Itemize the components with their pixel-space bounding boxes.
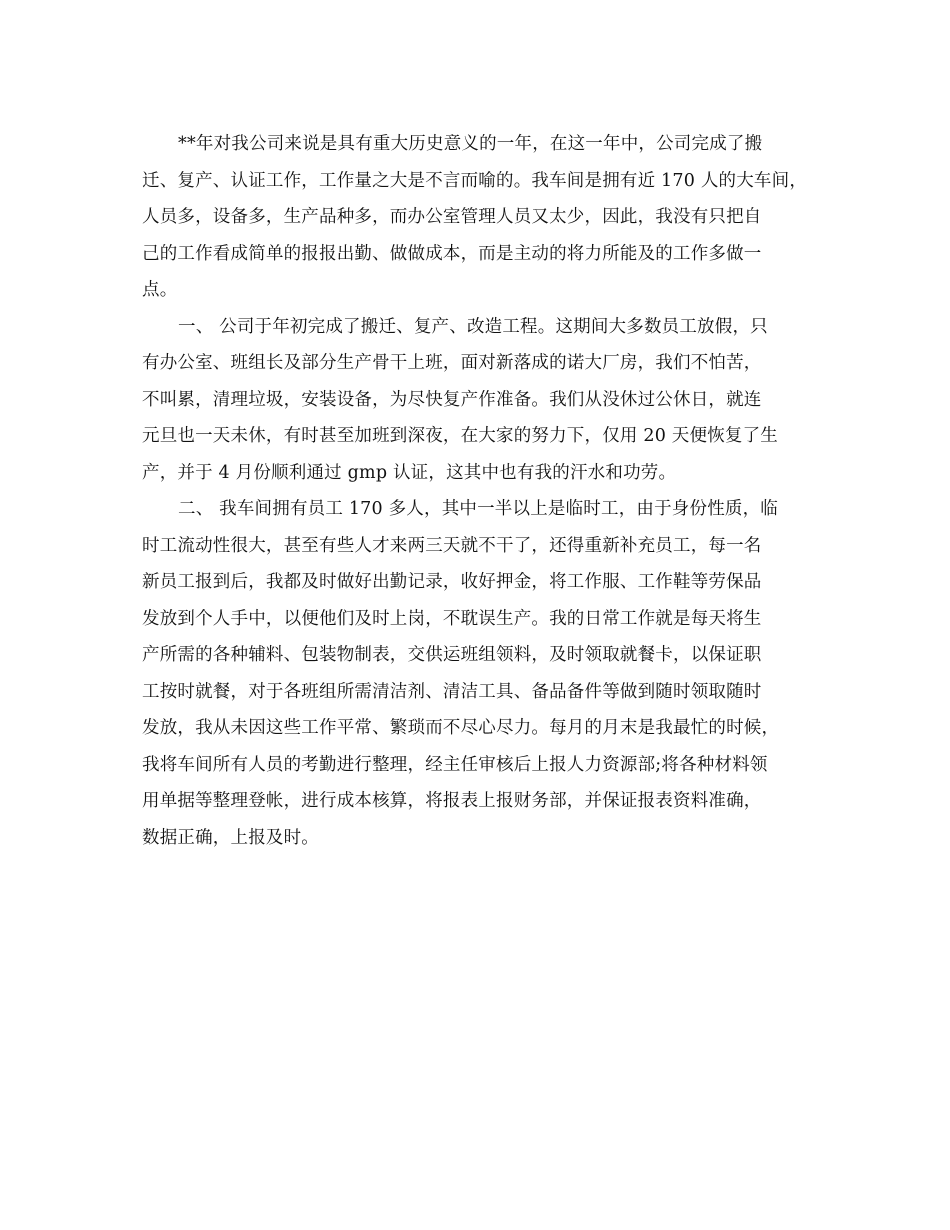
text-line: 迁、复产、认证工作，工作量之大是不言而喻的。我车间是拥有近 170 人的大车间， <box>142 170 808 191</box>
document-body <box>142 126 822 856</box>
text-line: 人员多，设备多，生产品种多，而办公室管理人员又太少，因此，我没有只把自 <box>142 207 762 227</box>
text-line: 产所需的各种辅料、包装物制表，交供运班组领料，及时领取就餐卡，以保证职 <box>142 645 762 665</box>
text-line: 发放到个人手中，以便他们及时上岗，不耽误生产。我的日常工作就是每天将生 <box>142 608 762 629</box>
text-line: 数据正确，上报及时。 <box>142 827 319 848</box>
text-line: 用单据等整理登帐，进行成本核算，将报表上报财务部，并保证报表资料准确， <box>142 791 762 811</box>
text-line: 不叫累，清理垃圾，安装设备，为尽快复产作准备。我们从没休过公休日，就连 <box>142 389 762 410</box>
text-line: 有办公室、班组长及部分生产骨干上班，面对新落成的诺大厂房，我们不怕苦， <box>142 353 762 373</box>
paragraph-1 <box>142 126 822 309</box>
text-line: 元旦也一天未休，有时甚至加班到深夜，在大家的努力下，仅用 20 天便恢复了生 <box>142 426 778 446</box>
text-line: 新员工报到后，我都及时做好出勤记录，收好押金，将工作服、工作鞋等劳保品 <box>142 572 762 592</box>
text-line: 一、 公司于年初完成了搬迁、复产、改造工程。这期间大多数员工放假，只 <box>178 316 768 337</box>
text-line: **年对我公司来说是具有重大历史意义的一年，在这一年中，公司完成了搬 <box>178 134 763 154</box>
text-line: 工按时就餐，对于各班组所需清洁剂、清洁工具、备品备件等做到随时领取随时 <box>142 681 762 702</box>
text-line: 产，并于 4 月份顺利通过 gmp 认证，这其中也有我的汗水和功劳。 <box>142 462 677 483</box>
paragraph-3 <box>142 491 822 856</box>
text-line: 我将车间所有人员的考勤进行整理，经主任审核后上报人力资源部;将各种材料领 <box>142 754 768 775</box>
text-line: 二、 我车间拥有员工 170 多人，其中一半以上是临时工，由于身份性质，临 <box>178 499 778 519</box>
text-line: 点。 <box>142 280 178 300</box>
text-line: 时工流动性很大，甚至有些人才来两三天就不干了，还得重新补充员工，每一名 <box>142 535 762 556</box>
text-line: 发放，我从未因这些工作平常、繁琐而不尽心尽力。每月的月末是我最忙的时候， <box>142 718 780 738</box>
text-line: 己的工作看成简单的报报出勤、做做成本，而是主动的将力所能及的工作多做一 <box>142 243 762 264</box>
paragraph-2 <box>142 309 822 492</box>
